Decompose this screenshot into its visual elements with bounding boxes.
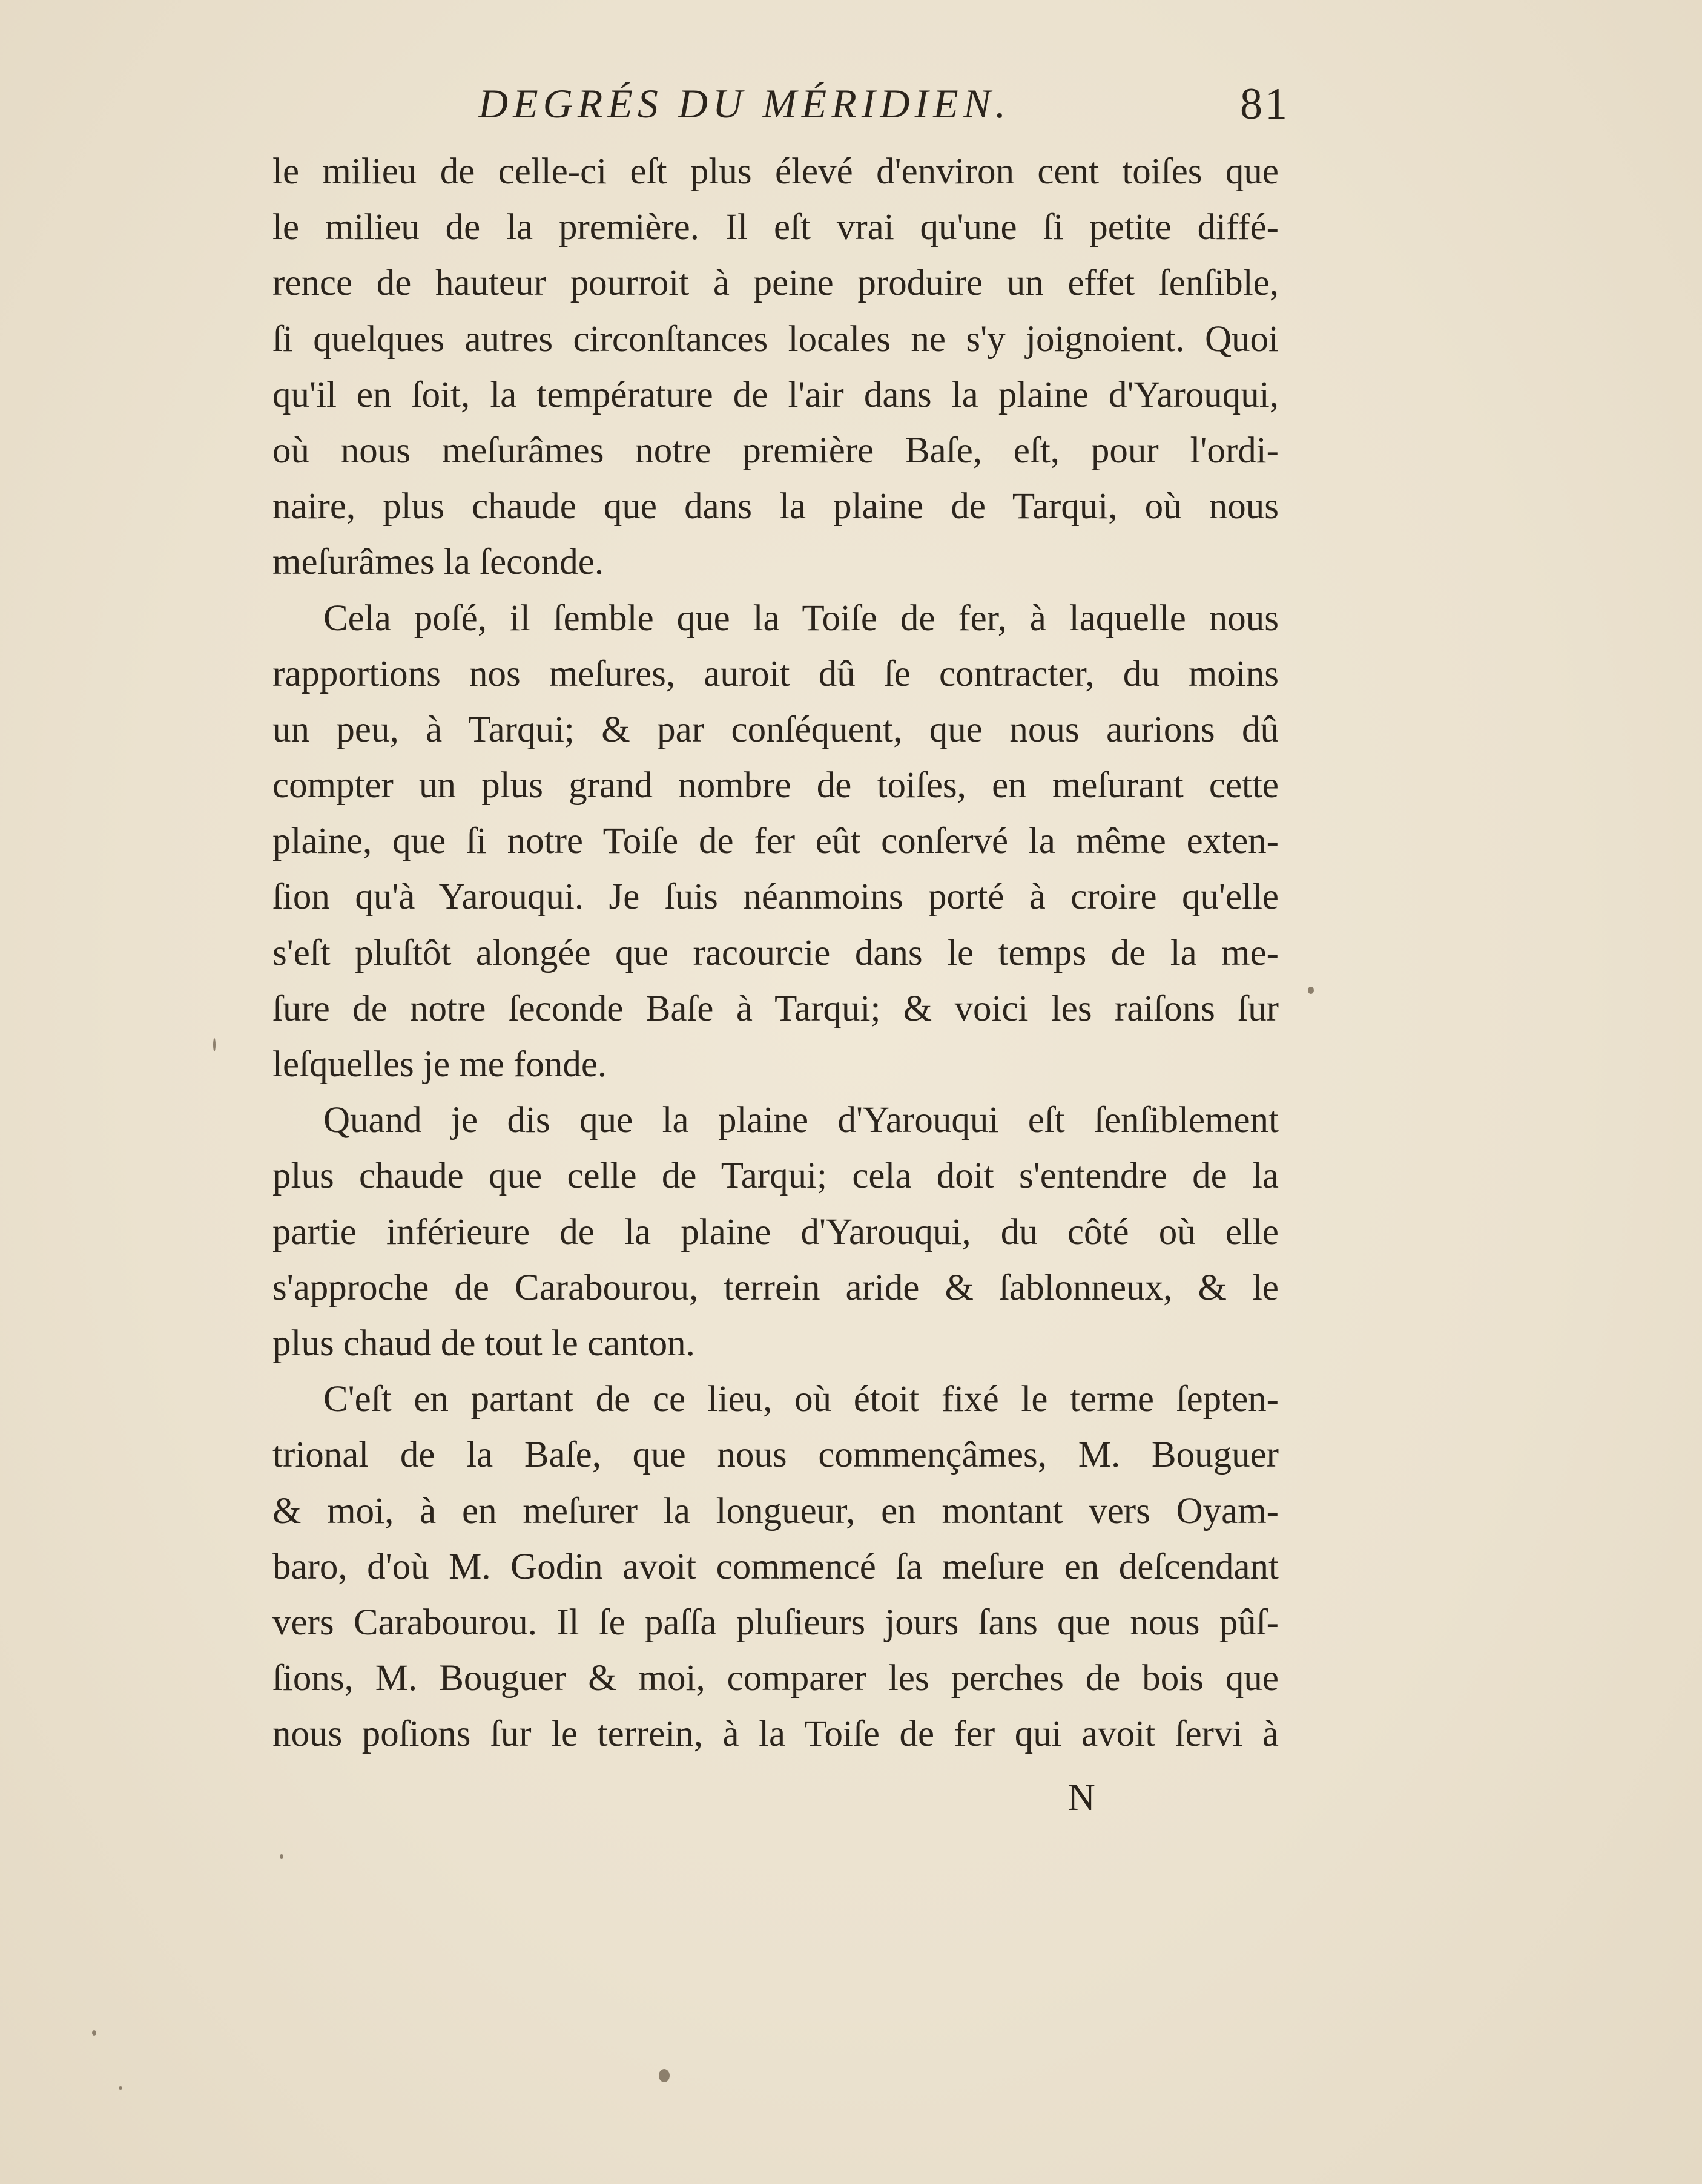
text-line: le milieu de la première. Il eſt vrai qu'une ſi petite diffé-	[272, 207, 1279, 248]
signature-mark: N	[1068, 1777, 1095, 1818]
text-line: s'eſt pluſtôt alongée que racourcie dans le temps de la me-	[272, 932, 1279, 973]
body-text	[272, 144, 1279, 1762]
text-line: partie inférieure de la plaine d'Yarouqui, du côté où elle	[272, 1211, 1279, 1252]
paper-speck	[1308, 987, 1314, 994]
text-line: ſions, M. Bouguer & moi, comparer les perches de bois que	[272, 1658, 1279, 1699]
text-line: ſion qu'à Yarouqui. Je ſuis néanmoins porté à croire qu'elle	[272, 877, 1279, 918]
text-line: vers Carabourou. Il ſe paſſa pluſieurs jours ſans que nous pûſ-	[272, 1602, 1279, 1643]
paragraph-first-line: Quand je dis que la plaine d'Yarouqui eſt ſenſiblement	[323, 1100, 1279, 1141]
paragraph-first-line: C'eſt en partant de ce lieu, où étoit fixé le terme ſepten-	[323, 1379, 1279, 1420]
text-line: leſquelles je me fonde.	[272, 1044, 607, 1085]
paper-speck	[213, 1038, 216, 1051]
text-line: rapportions nos meſures, auroit dû ſe contracter, du moins	[272, 653, 1279, 694]
text-line: le milieu de celle-ci eſt plus élevé d'environ cent toiſes que	[272, 151, 1279, 192]
text-line: ſure de notre ſeconde Baſe à Tarqui; & voici les raiſons ſur	[272, 988, 1279, 1029]
page-header	[272, 71, 1290, 138]
running-head: DEGRÉS DU MÉRIDIEN.	[478, 81, 1011, 127]
text-line: qu'il en ſoit, la température de l'air dans la plaine d'Yarouqui,	[272, 374, 1279, 415]
paragraph-first-line: Cela poſé, il ſemble que la Toiſe de fer, à laquelle nous	[323, 597, 1279, 639]
text-line: meſurâmes la ſeconde.	[272, 542, 604, 583]
paper-speck	[119, 2086, 122, 2090]
text-line: plus chaude que celle de Tarqui; cela doit s'entendre de la	[272, 1156, 1279, 1197]
text-line: baro, d'où M. Godin avoit commencé ſa meſure en deſcendant	[272, 1546, 1279, 1587]
text-line: naire, plus chaude que dans la plaine de Tarqui, où nous	[272, 486, 1279, 527]
text-line: trional de la Baſe, que nous commençâmes, M. Bouguer	[272, 1435, 1279, 1476]
text-line: rence de hauteur pourroit à peine produire un effet ſenſible,	[272, 263, 1279, 304]
text-line: plaine, que ſi notre Toiſe de fer eût conſervé la même exten-	[272, 821, 1279, 862]
text-line: s'approche de Carabourou, terrein aride & ſablonneux, & le	[272, 1267, 1279, 1308]
page-number: 81	[1240, 79, 1290, 129]
text-line: plus chaud de tout le canton.	[272, 1323, 695, 1364]
text-line: nous poſions ſur le terrein, à la Toiſe de fer qui avoit ſervi à	[272, 1714, 1279, 1755]
text-line: où nous meſurâmes notre première Baſe, eſt, pour l'ordi-	[272, 430, 1279, 471]
paper-speck	[659, 2069, 670, 2082]
text-line: ſi quelques autres circonſtances locales ne s'y joignoient. Quoi	[272, 318, 1279, 360]
text-line: compter un plus grand nombre de toiſes, en meſurant cette	[272, 765, 1279, 806]
text-line: & moi, à en meſurer la longueur, en montant vers Oyam-	[272, 1490, 1279, 1531]
text-line: un peu, à Tarqui; & par conſéquent, que nous aurions dû	[272, 709, 1279, 750]
paper-speck	[280, 1854, 283, 1859]
paper-speck	[92, 2030, 96, 2036]
